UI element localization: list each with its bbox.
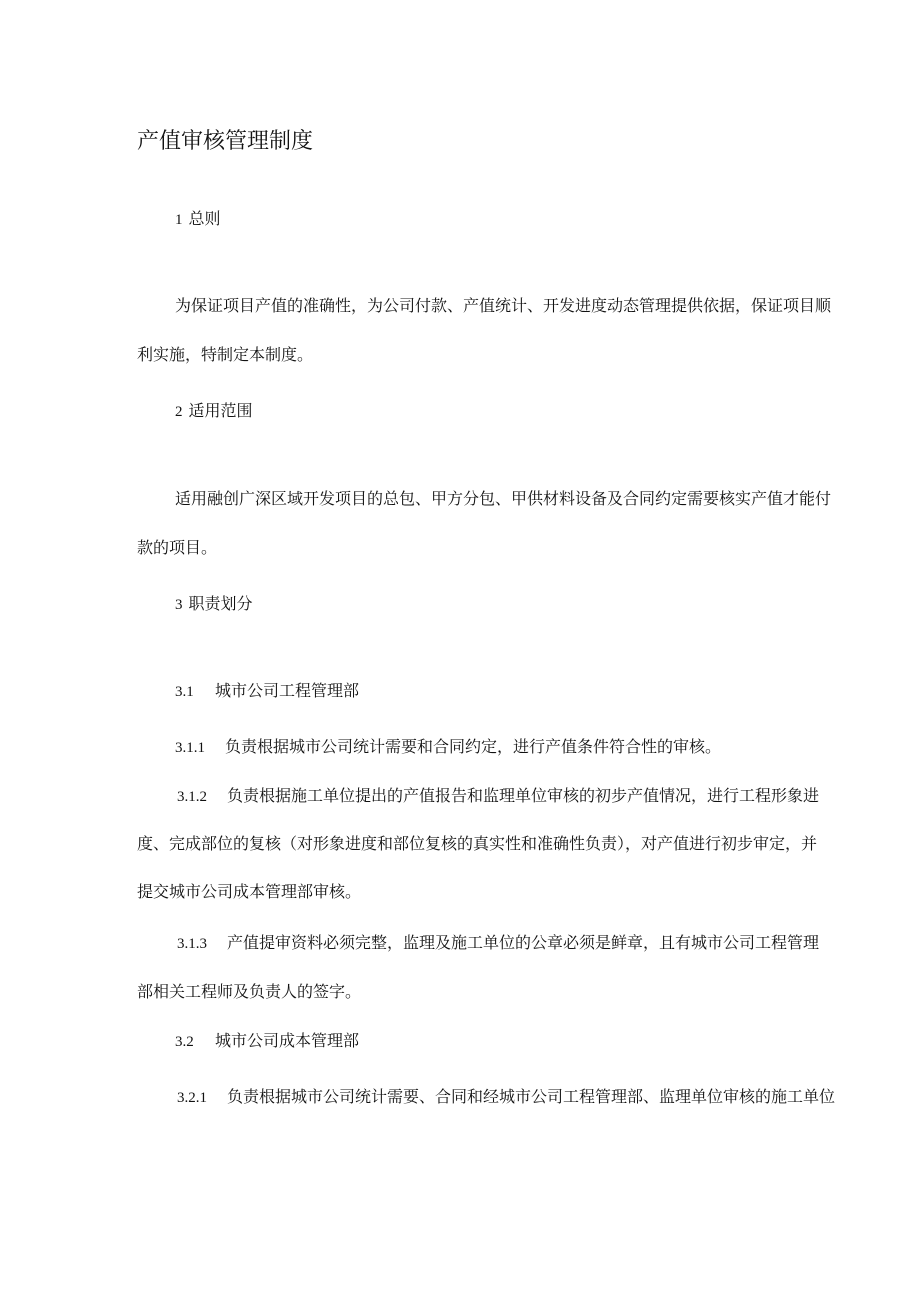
- paragraph-line: 适用融创广深区域开发项目的总包、甲方分包、甲供材料设备及合同约定需要核实产值才能付: [175, 489, 832, 508]
- item-number: 3.1.3: [177, 936, 207, 952]
- item-text: 产值提审资料必须完整，监理及施工单位的公章必须是鲜章，且有城市公司工程管理: [227, 933, 820, 952]
- paragraph-line: 为保证项目产值的准确性，为公司付款、产值统计、开发进度动态管理提供依据，保证项目顺: [175, 296, 832, 315]
- item-number: 3.1.1: [175, 740, 205, 756]
- item-3-1-1: [175, 736, 721, 759]
- section-heading-3: [175, 593, 253, 616]
- section-number: 3: [175, 597, 183, 613]
- subsection-heading-text: 城市公司工程管理部: [215, 681, 360, 700]
- subsection-heading-3-2: [175, 1030, 359, 1053]
- section-number: 1: [175, 212, 183, 228]
- paragraph-line: 款的项目。: [137, 538, 218, 557]
- item-number: 3.1.2: [177, 789, 207, 805]
- subsection-heading-text: 城市公司成本管理部: [215, 1031, 360, 1050]
- subsection-number: 3.2: [175, 1034, 194, 1050]
- item-3-1-3: [177, 932, 819, 955]
- subsection-number: 3.1: [175, 684, 194, 700]
- item-text: 负责根据施工单位提出的产值报告和监理单位审核的初步产值情况，进行工程形象进: [227, 786, 820, 805]
- item-text: 负责根据城市公司统计需要和合同约定，进行产值条件符合性的审核。: [225, 737, 722, 756]
- paragraph-line: 利实施，特制定本制度。: [137, 345, 314, 364]
- item-text: 负责根据城市公司统计需要、合同和经城市公司工程管理部、监理单位审核的施工单位: [227, 1087, 836, 1106]
- paragraph-line: 提交城市公司成本管理部审核。: [137, 882, 362, 901]
- item-3-2-1: [177, 1086, 835, 1109]
- section-heading-text: 适用范围: [188, 401, 253, 420]
- paragraph-line: 度、完成部位的复核（对形象进度和部位复核的真实性和准确性负责），对产值进行初步审定，并: [137, 834, 818, 853]
- section-number: 2: [175, 404, 183, 420]
- section-heading-2: [175, 400, 253, 423]
- section-heading-text: 总则: [188, 209, 221, 228]
- subsection-heading-3-1: [175, 680, 359, 703]
- document-title: 产值审核管理制度: [137, 129, 314, 154]
- paragraph-line: 部相关工程师及负责人的签字。: [137, 982, 362, 1001]
- section-heading-text: 职责划分: [188, 594, 253, 613]
- section-heading-1: [175, 208, 221, 231]
- item-number: 3.2.1: [177, 1090, 207, 1106]
- item-3-1-2: [177, 785, 819, 808]
